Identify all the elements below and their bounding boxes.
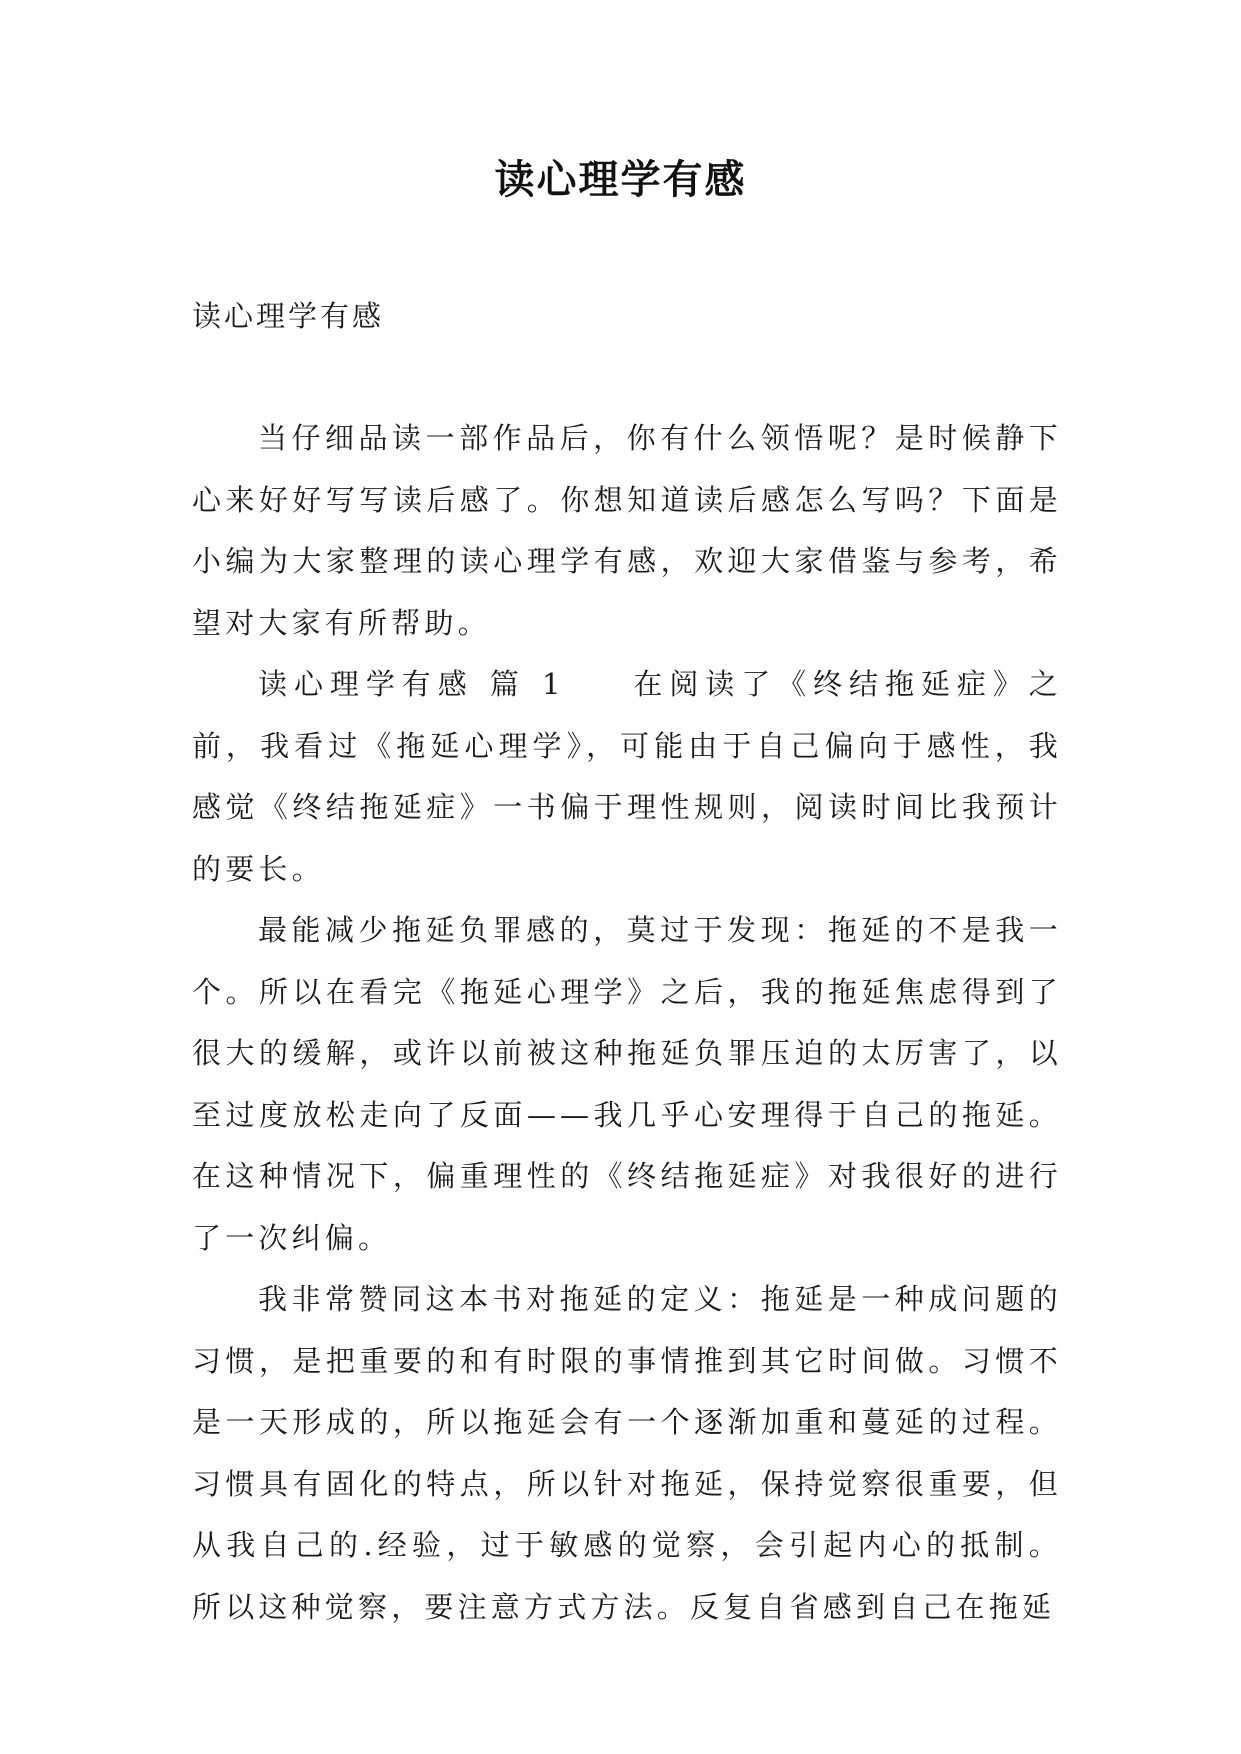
section-paragraph bbox=[192, 654, 1062, 900]
body-paragraph: 我非常赞同这本书对拖延的定义：拖延是一种成问题的习惯，是把重要的和有时限的事情推到其它时间做。习惯不是一天形成的，所以拖延会有一个逐渐加重和蔓延的过程。习惯具有固化的特点，所以针对拖延，保持觉察很重要，但从我自己的.经验，过于敏感的觉察，会引起内心的抵制。所以这种觉察，要注意方式方法。反复自省感到自己在拖延 bbox=[192, 1282, 1062, 1624]
section-heading: 读心理学有感 篇 1 bbox=[258, 667, 565, 701]
section-text: 在阅读了《终结拖延症》之前，我看过《拖延心理学》，可能由于自己偏向于感性，我感觉《终结拖延症》一书偏于理性规则，阅读时间比我预计的要长。 bbox=[192, 667, 1062, 886]
document-body bbox=[192, 408, 1062, 1638]
document-subtitle: 读心理学有感 bbox=[192, 299, 385, 333]
intro-paragraph: 当仔细品读一部作品后，你有什么领悟呢？是时候静下心来好好写写读后感了。你想知道读后感怎么写吗？下面是小编为大家整理的读心理学有感，欢迎大家借鉴与参考，希望对大家有所帮助。 bbox=[192, 421, 1062, 640]
body-paragraph: 最能减少拖延负罪感的，莫过于发现：拖延的不是我一个。所以在看完《拖延心理学》之后，我的拖延焦虑得到了很大的缓解，或许以前被这种拖延负罪压迫的太厉害了，以至过度放松走向了反面——我几乎心安理得于自己的拖延。在这种情况下，偏重理性的《终结拖延症》对我很好的进行了一次纠偏。 bbox=[192, 913, 1062, 1255]
document-title: 读心理学有感 bbox=[494, 157, 747, 203]
